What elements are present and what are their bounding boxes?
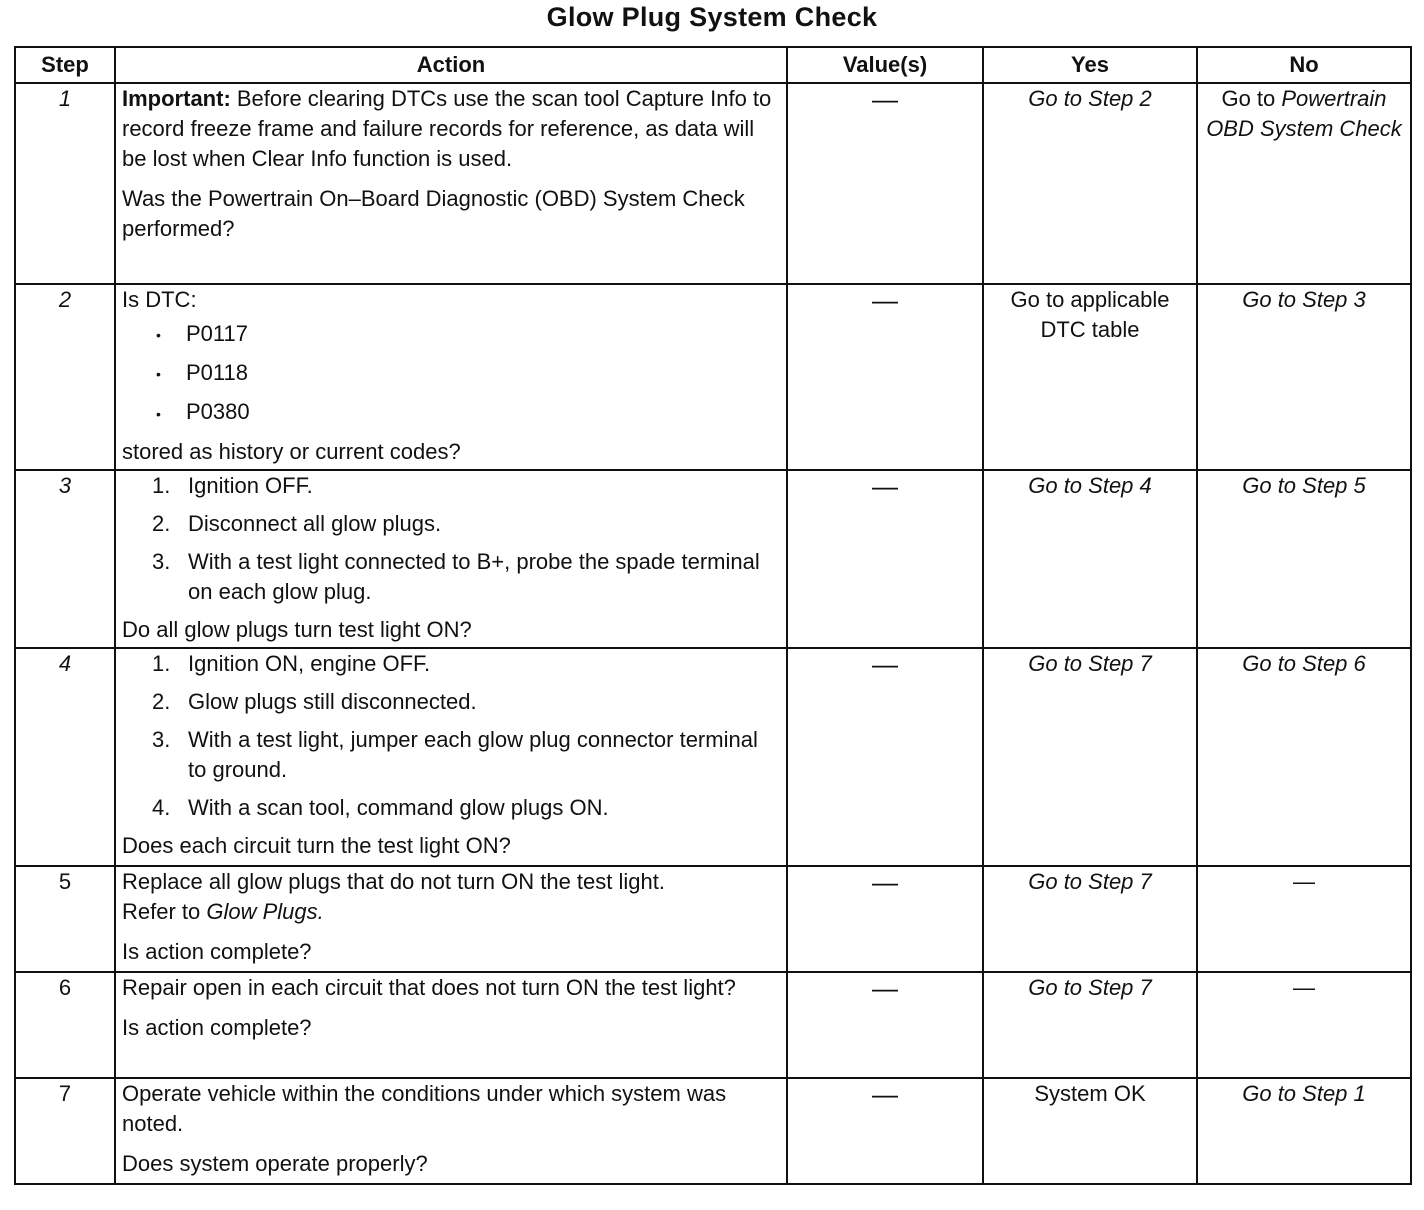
procedure-list <box>122 649 780 823</box>
value-cell: — <box>787 284 983 470</box>
yes-link[interactable]: Go to Step 7 <box>983 972 1197 1078</box>
header-yes: Yes <box>983 47 1197 83</box>
action-cell <box>115 470 787 648</box>
step-question: Do all glow plugs turn test light ON? <box>122 617 472 642</box>
header-step: Step <box>15 47 115 83</box>
step-question: Does each circuit turn the test light ON? <box>122 833 511 858</box>
step-number: 7 <box>15 1078 115 1184</box>
list-item: 4. With a scan tool, command glow plugs ON. <box>152 795 609 820</box>
list-item: 3. With a test light, jumper each glow plug connector terminal to ground. <box>152 727 758 782</box>
action-cell <box>115 284 787 470</box>
action-cell <box>115 1078 787 1184</box>
step-text: Replace all glow plugs that do not turn ON the test light. <box>122 869 665 894</box>
yes-link[interactable]: Go to Step 7 <box>983 648 1197 866</box>
glow-plugs-link[interactable]: Glow Plugs. <box>206 899 324 924</box>
list-item: • P0118 <box>156 358 780 389</box>
step-question: Is action complete? <box>122 939 312 964</box>
list-item: • P0380 <box>156 397 780 428</box>
step-question: Was the Powertrain On–Board Diagnostic (OBD) System Check performed? <box>122 186 745 241</box>
table-row <box>15 470 1411 648</box>
no-link[interactable]: Go to Step 6 <box>1197 648 1411 866</box>
no-link[interactable]: Go to Powertrain OBD System Check <box>1197 83 1411 284</box>
table-row <box>15 284 1411 470</box>
step-intro: Is DTC: <box>122 287 197 312</box>
list-item: 3. With a test light connected to B+, probe the spade terminal on each glow plug. <box>152 549 760 604</box>
no-value: — <box>1197 866 1411 972</box>
step-number: 5 <box>15 866 115 972</box>
step-question: Does system operate properly? <box>122 1151 428 1176</box>
list-item: 1. Ignition OFF. <box>152 473 313 498</box>
yes-link[interactable]: Go to Step 7 <box>983 866 1197 972</box>
table-header-row <box>15 47 1411 83</box>
table-row <box>15 866 1411 972</box>
value-cell: — <box>787 83 983 284</box>
value-cell: — <box>787 1078 983 1184</box>
header-action: Action <box>115 47 787 83</box>
step-number: 1 <box>15 83 115 284</box>
refer-text: Refer to Glow Plugs. <box>122 899 324 924</box>
no-link[interactable]: Go to Step 1 <box>1197 1078 1411 1184</box>
no-link[interactable]: Go to Step 5 <box>1197 470 1411 648</box>
yes-result: System OK <box>983 1078 1197 1184</box>
step-question: stored as history or current codes? <box>122 438 461 464</box>
value-cell: — <box>787 470 983 648</box>
no-value: — <box>1197 972 1411 1078</box>
yes-link[interactable]: Go to applicable DTC table <box>983 284 1197 470</box>
action-cell <box>115 648 787 866</box>
table-row <box>15 648 1411 866</box>
step-number: 2 <box>15 284 115 470</box>
table-row <box>15 83 1411 284</box>
header-no: No <box>1197 47 1411 83</box>
table-row <box>15 1078 1411 1184</box>
step-number: 4 <box>15 648 115 866</box>
important-note: Important: Before clearing DTCs use the scan tool Capture Info to record freeze frame and failure records for reference, as data will be lost when Clear Info function is used. <box>122 86 772 171</box>
header-values: Value(s) <box>787 47 983 83</box>
value-cell: — <box>787 648 983 866</box>
value-cell: — <box>787 972 983 1078</box>
value-cell: — <box>787 866 983 972</box>
step-question: Is action complete? <box>122 1015 312 1040</box>
page-title: Glow Plug System Check <box>546 2 878 32</box>
list-item: 2. Glow plugs still disconnected. <box>152 689 477 714</box>
diagnostic-table <box>14 46 1412 1185</box>
no-link[interactable]: Go to Step 3 <box>1197 284 1411 470</box>
action-cell <box>115 83 787 284</box>
step-text: Repair open in each circuit that does not turn ON the test light? <box>122 975 736 1000</box>
dtc-list <box>122 319 780 429</box>
yes-link[interactable]: Go to Step 4 <box>983 470 1197 648</box>
yes-link[interactable]: Go to Step 2 <box>983 83 1197 284</box>
list-item: 2. Disconnect all glow plugs. <box>152 511 442 536</box>
procedure-list <box>122 471 780 607</box>
action-cell <box>115 972 787 1078</box>
step-number: 6 <box>15 972 115 1078</box>
list-item: 1. Ignition ON, engine OFF. <box>152 651 431 676</box>
list-item: • P0117 <box>156 319 780 350</box>
table-row <box>15 972 1411 1078</box>
action-cell <box>115 866 787 972</box>
step-number: 3 <box>15 470 115 648</box>
step-text: Operate vehicle within the conditions under which system was noted. <box>122 1081 727 1136</box>
